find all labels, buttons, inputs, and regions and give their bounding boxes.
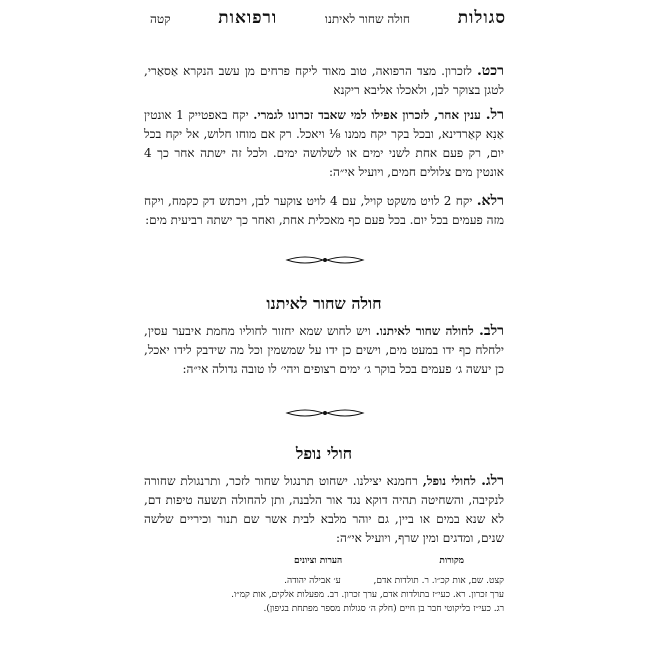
paragraph-text: יקח 2 לויט משקט קויל, עם 4 לויט צוקער לבן, ויכתש דק כקמח, ויקח מזה פעמים בכל יום. בכל פעם כף מאכלית אחת, ואחר כך ישתה רביעית מים: <box>144 194 504 227</box>
paragraph-number: רלג. <box>481 473 504 489</box>
paragraph-lead: לחולה שחור לאיתנו. <box>375 324 479 338</box>
paragraph-232 <box>144 322 504 379</box>
paragraph-text: רחמנא יצילנו. ישחוט תרנגול שחור לזכר, ותרנגולת שחורה לנקיבה, והשחיטה תהיה דוקא נגד אור הלבנה, ותן להחולה תשעה טיפות דם, לא שנא במים או ביין, גם יוהר מלבא לבית אשר שם תנור וכיריים שלשה שנים, ומדגים ומין שרף, ויועיל אי״ה: <box>144 474 504 545</box>
sources-heading: מקורות <box>439 556 464 566</box>
page-number: קטה <box>150 12 171 26</box>
paragraph-229 <box>144 62 504 100</box>
footnote-line: רג. כעי״ז בליקוטי חבר בן חיים (חלק ה׳ סגולות מספר מפתחת בגיפון). <box>263 604 504 614</box>
footnote-line <box>144 574 504 588</box>
header-chapter-title: חולה שחור לאיתנו <box>324 12 411 26</box>
footnote-line: ערך זכרון. רא. כעי״ז בתולדות אדם, ערך זכרון. רב. מפעלות אלקים, אות קמ״ו. <box>231 590 504 600</box>
paragraph-text: יקח באפטייק 1 אונטין אַנִא קאַרדינא, ובכל בקר יקח ממנו ⅛ ויאכל. רק אם מוחו חלוש, אל יקח בכל יום, רק פעם אחת לשני ימים או לשלושה ימים. ולכל זה ישתה אחר כך 4 אונטין מים צלולים חמים, ויועיל אי״ה: <box>144 108 504 179</box>
running-header <box>150 8 506 34</box>
paragraph-number: רל. <box>485 107 504 123</box>
notes-heading: הערות וציונים <box>294 556 343 566</box>
footnote-headings <box>144 555 504 569</box>
footnotes <box>144 574 504 616</box>
paragraph-number: רלא. <box>476 193 504 209</box>
paragraph-text: לזכרון. מצד הרפואה, טוב מאוד ליקח פרחים מן עשב הנקרא אַסאַרי, לטגן בצוקר לבן, ולאכלו אליבא ריקנא <box>144 64 504 97</box>
section-ornament-2 <box>285 407 365 419</box>
paragraph-number: רכט. <box>476 63 504 79</box>
header-title-right: סגולות <box>457 8 506 28</box>
section-heading-1: חולה שחור לאיתנו <box>266 294 382 313</box>
footnote-note: ע׳ אבילה יהודה. <box>284 576 341 586</box>
paragraph-230 <box>144 106 504 182</box>
header-title-left: ורפואות <box>218 8 278 28</box>
paragraph-lead: לחולי נופל, <box>422 474 482 488</box>
paragraph-lead: ענין אחר, לזכרון אפילו למי שאבד זכרונו לגמרי. <box>253 108 486 122</box>
section-ornament-1 <box>285 254 365 266</box>
paragraph-233 <box>144 472 504 548</box>
paragraph-231 <box>144 192 504 230</box>
footnote-source: קצט. שם, אות קכ״ו. ר. תולדות אדם, <box>373 576 504 586</box>
section-heading-2: חולי נופל <box>295 444 353 463</box>
paragraph-number: רלב. <box>478 323 504 339</box>
paragraph-text: ויש לחוש שמא יחזור לחוליו מחמת איבער עסין, ילחלח כף ידו במעט מים, וישים כן ידו על שמשמין וכל מה שידבק לידו יאכל, כן יעשה ג׳ פעמים בכל בוקר ג׳ ימים רצופים ויהי׳ לו טובה גדולה אי״ה: <box>144 324 504 376</box>
